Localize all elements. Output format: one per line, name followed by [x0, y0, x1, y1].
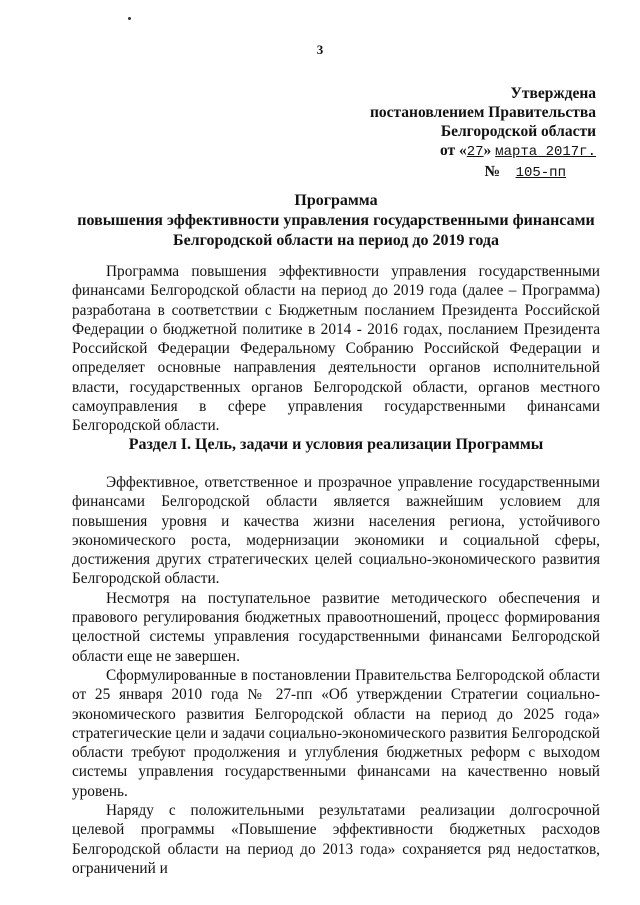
approval-line-1: Утверждена — [510, 85, 596, 102]
section-body — [72, 473, 600, 878]
number-prefix: № — [484, 163, 501, 180]
date-mid: » — [483, 142, 496, 159]
date-day: 27 — [466, 144, 484, 160]
document-title — [72, 191, 600, 251]
page-number: 3 — [316, 42, 324, 57]
date-month-year: марта 2017г. — [495, 144, 596, 160]
date-prefix: от « — [439, 142, 467, 159]
section-heading: Раздел I. Цель, задачи и условия реализации Программы — [128, 436, 544, 453]
approval-block — [296, 84, 596, 183]
title-line-2: повышения эффективности управления государственными финансами — [77, 212, 595, 229]
approval-line-2: постановлением Правительства — [369, 104, 596, 121]
approval-date-line — [296, 141, 596, 162]
section-paragraph: Сформулированные в постановлении Правительства Белгородской области от 25 января 2010 года № 27-пп «Об утверждении Стратегии социально-экономического развития Белгородской области на период до 2025 года» стратегические цели и задачи социально-экономического развития Белгородской области требуют продолжения и углубления бюджетных реформ с выходом системы управления государственными финансами на качественно новый уровень. — [72, 666, 600, 800]
scan-speck — [128, 17, 131, 20]
section-paragraph: Эффективное, ответственное и прозрачное управление государственными финансами Белгородской области является важнейшим условием для повышения уровня и качества жизни населения региона, устойчивого экономического роста, модернизации экономики и социальной сферы, достижения других стратегических целей социально-экономического развития Белгородской области. — [72, 474, 600, 588]
number-value: 105-пп — [515, 165, 566, 181]
intro-paragraph: Программа повышения эффективности управления государственными финансами Белгородской области на период до 2019 года (далее – Программа) разработана в соответствии с Бюджетным посланием Президента Российской Федерации о бюджетной политике в 2014 - 2016 годах, посланием Президента Российской Федерации Федеральному Собранию Российской Федерации и определяет основные направления деятельности органов исполнительной власти, государственных органов Белгородской области, органов местного самоуправления в сфере управления государственными финансами Белгородской области. — [72, 263, 600, 435]
approval-number-line — [296, 162, 596, 183]
section-paragraph: Несмотря на поступательное развитие методического обеспечения и правового регулирования бюджетных правоотношений, процесс формирования целостной системы управления государственными финансами Белгородской области еще не завершен. — [72, 589, 600, 665]
approval-line-3: Белгородской области — [440, 123, 596, 140]
intro-block — [72, 262, 600, 436]
section-paragraph: Наряду с положительными результатами реализации долгосрочной целевой программы «Повышение эффективности бюджетных расходов Белгородской области на период до 2013 года» сохраняется ряд недостатков, ограничений и — [72, 802, 600, 877]
title-line-1: Программа — [294, 192, 378, 209]
title-line-3: Белгородской области на период до 2019 года — [172, 232, 500, 249]
